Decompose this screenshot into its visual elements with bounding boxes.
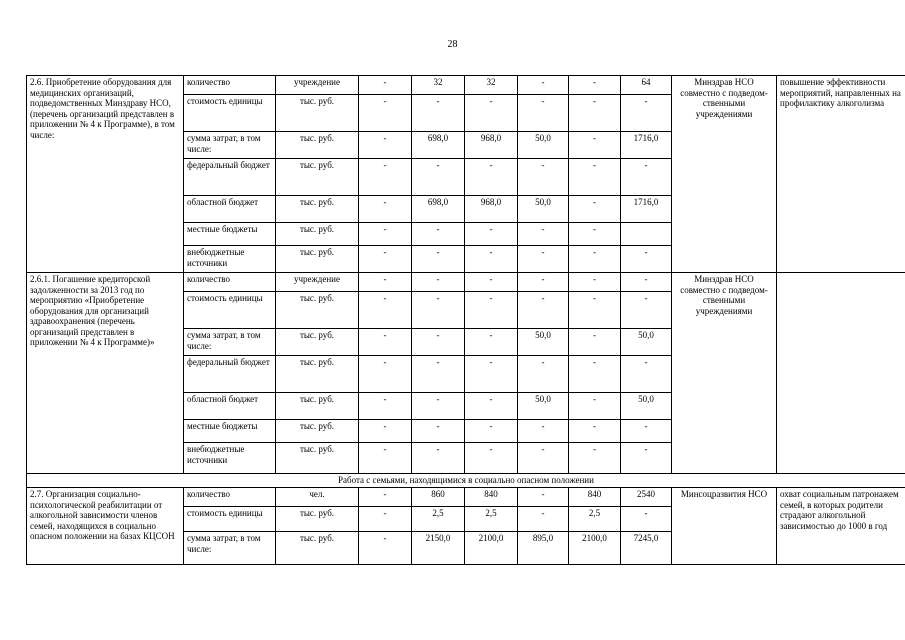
indicator-cell: федеральный бюджет [184,159,276,196]
unit-cell: тыс. руб. [276,246,359,273]
value-cell: - [465,420,518,443]
value-cell: - [569,393,621,420]
value-cell: 698,0 [412,132,465,159]
value-cell: - [412,159,465,196]
activity-cell: 2.6. Приобретение оборудования для медицинских организаций, подведомственных Минздраву НСО, (перечень организаций представлен в приложении № 4 к Программе), в том числе: [27,76,184,273]
value-cell: 2100,0 [569,532,621,565]
unit-cell: тыс. руб. [276,159,359,196]
indicator-cell: количество [184,76,276,95]
value-cell: - [359,95,412,132]
value-cell: 840 [465,488,518,507]
unit-cell: тыс. руб. [276,95,359,132]
value-cell: - [465,246,518,273]
indicator-cell: внебюджетные источники [184,246,276,273]
indicator-cell: стоимость единицы [184,292,276,329]
value-cell: - [465,443,518,474]
value-cell: - [569,292,621,329]
value-cell: - [569,76,621,95]
unit-cell: тыс. руб. [276,329,359,356]
value-cell: - [465,159,518,196]
value-cell: - [569,273,621,292]
value-cell: 7245,0 [621,532,672,565]
unit-cell: учреждение [276,273,359,292]
indicator-cell: стоимость единицы [184,507,276,532]
value-cell: - [621,159,672,196]
value-cell: - [359,329,412,356]
value-cell: - [518,443,569,474]
value-cell: - [359,196,412,223]
value-cell: 895,0 [518,532,569,565]
program-table [26,75,905,565]
value-cell: - [569,223,621,246]
value-cell: - [518,223,569,246]
value-cell [621,223,672,246]
value-cell: - [621,292,672,329]
value-cell: - [569,329,621,356]
value-cell: 968,0 [465,132,518,159]
executor-cell: Минсоцразвития НСО [672,488,777,565]
value-cell: - [621,507,672,532]
value-cell: - [359,488,412,507]
executor-cell: Минздрав НСО совместно с подведом-ственными учреждениями [672,273,777,474]
value-cell: - [465,223,518,246]
result-cell [777,273,905,474]
value-cell: 32 [412,76,465,95]
indicator-cell: сумма затрат, в том числе: [184,532,276,565]
value-cell: 2,5 [412,507,465,532]
value-cell: 2100,0 [465,532,518,565]
section-heading: Работа с семьями, находящимися в социально опасном положении [27,474,905,488]
value-cell: 64 [621,76,672,95]
value-cell: 50,0 [621,393,672,420]
value-cell: - [569,132,621,159]
indicator-cell: количество [184,488,276,507]
value-cell: - [465,356,518,393]
value-cell: 32 [465,76,518,95]
value-cell: - [359,507,412,532]
indicator-cell: местные бюджеты [184,420,276,443]
value-cell: - [518,76,569,95]
unit-cell: тыс. руб. [276,356,359,393]
value-cell: 1716,0 [621,132,672,159]
value-cell: - [359,132,412,159]
value-cell: - [412,443,465,474]
result-cell: повышение эффективности мероприятий, направленных на профилактику алкоголизма [777,76,905,273]
value-cell: - [359,246,412,273]
value-cell: - [518,507,569,532]
value-cell: - [621,356,672,393]
unit-cell: тыс. руб. [276,507,359,532]
value-cell: 1716,0 [621,196,672,223]
executor-cell: Минздрав НСО совместно с подведом-ственными учреждениями [672,76,777,273]
activity-cell: 2.6.1. Погашение кредиторской задолженности за 2013 год по мероприятию «Приобретение оборудования для организаций здравоохранения (перечень организаций представлен в приложении № 4 к Программе)» [27,273,184,474]
activity-cell: 2.7. Организация социально-психологической реабилитации от алкогольной зависимости членов семей, находящихся в социально опасном положении на базах КЦСОН [27,488,184,565]
value-cell: - [412,292,465,329]
value-cell: - [359,292,412,329]
indicator-cell: сумма затрат, в том числе: [184,329,276,356]
unit-cell: тыс. руб. [276,393,359,420]
indicator-cell: внебюджетные источники [184,443,276,474]
value-cell: - [412,95,465,132]
value-cell: 968,0 [465,196,518,223]
page-number: 28 [447,39,458,50]
value-cell: - [569,196,621,223]
value-cell: 50,0 [518,393,569,420]
value-cell: - [412,329,465,356]
value-cell: - [569,246,621,273]
value-cell: 50,0 [621,329,672,356]
unit-cell: тыс. руб. [276,443,359,474]
value-cell: - [359,223,412,246]
unit-cell: тыс. руб. [276,223,359,246]
value-cell: - [569,420,621,443]
value-cell: - [621,273,672,292]
value-cell: - [569,443,621,474]
indicator-cell: областной бюджет [184,393,276,420]
value-cell: - [621,95,672,132]
value-cell: - [569,159,621,196]
value-cell: - [621,246,672,273]
value-cell: - [359,356,412,393]
value-cell: - [569,95,621,132]
table-row [27,76,905,95]
unit-cell: тыс. руб. [276,420,359,443]
indicator-cell: федеральный бюджет [184,356,276,393]
value-cell: - [621,420,672,443]
value-cell: - [621,443,672,474]
indicator-cell: стоимость единицы [184,95,276,132]
value-cell: - [518,159,569,196]
value-cell: - [359,420,412,443]
unit-cell: чел. [276,488,359,507]
value-cell: 860 [412,488,465,507]
value-cell: - [518,420,569,443]
value-cell: - [359,273,412,292]
value-cell: - [412,273,465,292]
value-cell: - [569,356,621,393]
unit-cell: тыс. руб. [276,292,359,329]
value-cell: 840 [569,488,621,507]
value-cell: 2150,0 [412,532,465,565]
value-cell: - [465,273,518,292]
value-cell: - [359,532,412,565]
value-cell: 50,0 [518,196,569,223]
unit-cell: тыс. руб. [276,132,359,159]
indicator-cell: областной бюджет [184,196,276,223]
value-cell: - [518,292,569,329]
value-cell: - [359,393,412,420]
value-cell: 50,0 [518,132,569,159]
unit-cell: тыс. руб. [276,196,359,223]
unit-cell: учреждение [276,76,359,95]
value-cell: 50,0 [518,329,569,356]
value-cell: - [518,95,569,132]
value-cell: - [465,292,518,329]
value-cell: - [518,273,569,292]
value-cell: - [359,443,412,474]
value-cell: - [465,329,518,356]
section-heading-row [27,474,905,488]
indicator-cell: количество [184,273,276,292]
value-cell: 698,0 [412,196,465,223]
value-cell: - [518,488,569,507]
value-cell: - [465,95,518,132]
indicator-cell: сумма затрат, в том числе: [184,132,276,159]
result-cell: охват социальным патронажем семей, в которых родители страдают алкогольной зависимостью до 1000 в год [777,488,905,565]
indicator-cell: местные бюджеты [184,223,276,246]
table-row [27,273,905,292]
value-cell: - [518,246,569,273]
value-cell: - [359,159,412,196]
value-cell: 2,5 [569,507,621,532]
value-cell: - [412,393,465,420]
value-cell: - [412,246,465,273]
value-cell: - [412,420,465,443]
value-cell: - [518,356,569,393]
value-cell: - [412,356,465,393]
value-cell: 2540 [621,488,672,507]
value-cell: - [465,393,518,420]
unit-cell: тыс. руб. [276,532,359,565]
value-cell: 2,5 [465,507,518,532]
table-row [27,488,905,507]
value-cell: - [359,76,412,95]
value-cell: - [412,223,465,246]
